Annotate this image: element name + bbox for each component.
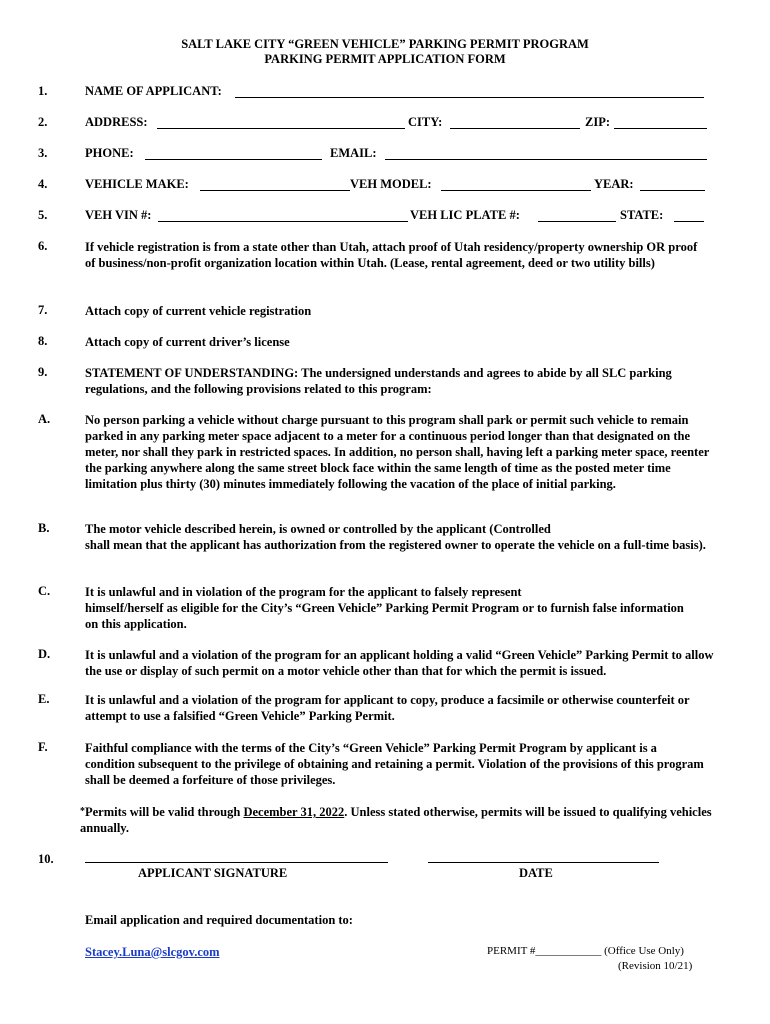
- provision-c-text: [85, 584, 685, 632]
- asterisk: *: [80, 806, 85, 817]
- item-number: 3.: [38, 146, 48, 160]
- make-label: VEHICLE MAKE:: [85, 177, 189, 191]
- date-label: DATE: [519, 866, 553, 880]
- email-instruction: Email application and required documentation to:: [85, 913, 353, 927]
- city-label: CITY:: [408, 115, 443, 129]
- provision-b-line1: The motor vehicle described herein, is owned or controlled by the applicant (Controlled: [85, 522, 551, 536]
- zip-field[interactable]: [614, 128, 707, 129]
- provision-letter: F.: [38, 740, 48, 754]
- provision-c-line2: himself/herself as eligible for the City’s “Green Vehicle” Parking Permit Program or to furnish false information on this application.: [85, 601, 684, 631]
- provision-f-text: Faithful compliance with the terms of the City’s “Green Vehicle” Parking Permit Program by applicant is a condition subsequent to the privilege of obtaining and retaining a permit. Violation of the provisions of this program shall be deemed a forfeiture of those privileges.: [85, 741, 704, 787]
- item-number: 5.: [38, 208, 48, 222]
- provision-letter: C.: [38, 584, 51, 598]
- validity-note: [80, 804, 720, 836]
- permit-office-use: PERMIT #____________ (Office Use Only): [487, 945, 684, 957]
- provision-c-line1: It is unlawful and in violation of the program for the applicant to falsely represent: [85, 585, 522, 599]
- model-field[interactable]: [441, 190, 591, 191]
- year-field[interactable]: [640, 190, 705, 191]
- provision-b-line2: shall mean that the applicant has authorization from the registered owner to operate the vehicle on a full-time basis).: [85, 538, 706, 552]
- revision-label: (Revision 10/21): [618, 960, 693, 972]
- provision-letter: B.: [38, 521, 50, 535]
- plate-label: VEH LIC PLATE #:: [410, 208, 520, 222]
- item-number: 1.: [38, 84, 48, 98]
- contact-email-text[interactable]: Stacey.Luna@slcgov.com: [85, 945, 220, 959]
- provision-letter: D.: [38, 647, 51, 661]
- vin-label: VEH VIN #:: [85, 208, 152, 222]
- date-field[interactable]: [428, 862, 659, 863]
- zip-label: ZIP:: [585, 115, 610, 129]
- name-field[interactable]: [235, 97, 704, 98]
- state-field[interactable]: [674, 221, 704, 222]
- provision-b-text: [85, 521, 717, 553]
- email-field[interactable]: [385, 159, 707, 160]
- signature-field[interactable]: [85, 862, 388, 863]
- validity-pre: Permits will be valid through: [85, 805, 244, 819]
- item-number: 9.: [38, 365, 48, 379]
- item-number: 8.: [38, 334, 48, 348]
- item-number: 7.: [38, 303, 48, 317]
- year-label: YEAR:: [594, 177, 634, 191]
- name-label: NAME OF APPLICANT:: [85, 84, 222, 98]
- item-number: 2.: [38, 115, 48, 129]
- provision-d-text: It is unlawful and a violation of the program for an applicant holding a valid “Green Vehicle” Parking Permit to allow the use or display of such permit on a motor vehicle other than that for which the permit is issued.: [85, 648, 714, 678]
- item-6-text: If vehicle registration is from a state other than Utah, attach proof of Utah residency/property ownership OR proof of business/non-profit organization location within Utah. (Lease, rental agreement, deed or two utility bills): [85, 240, 698, 270]
- form-title: SALT LAKE CITY “GREEN VEHICLE” PARKING PERMIT PROGRAM: [181, 37, 589, 51]
- provision-letter: A.: [38, 412, 51, 426]
- provision-e-text: It is unlawful and a violation of the program for applicant to copy, produce a facsimile or otherwise counterfeit or attempt to use a falsified “Green Vehicle” Parking Permit.: [85, 693, 690, 723]
- vin-field[interactable]: [158, 221, 408, 222]
- city-field[interactable]: [450, 128, 580, 129]
- item-number: 6.: [38, 239, 48, 253]
- statement-text: STATEMENT OF UNDERSTANDING: The undersigned understands and agrees to abide by all SLC parking regulations, and the following provisions related to this program:: [85, 366, 672, 396]
- item-8-text: Attach copy of current driver’s license: [85, 335, 290, 349]
- make-field[interactable]: [200, 190, 350, 191]
- item-7-text: Attach copy of current vehicle registration: [85, 304, 312, 318]
- email-label: EMAIL:: [330, 146, 377, 160]
- address-label: ADDRESS:: [85, 115, 148, 129]
- provision-letter: E.: [38, 692, 50, 706]
- phone-label: PHONE:: [85, 146, 134, 160]
- model-label: VEH MODEL:: [350, 177, 432, 191]
- validity-date: December 31, 2022: [243, 805, 345, 819]
- item-number: 4.: [38, 177, 48, 191]
- state-label: STATE:: [620, 208, 664, 222]
- item-number: 10.: [38, 852, 54, 866]
- signature-label: APPLICANT SIGNATURE: [138, 866, 288, 880]
- validity-post: . Unless stated otherwise, permits will be issued to qualifying vehicles annually.: [80, 805, 712, 835]
- form-subtitle: PARKING PERMIT APPLICATION FORM: [264, 52, 506, 66]
- contact-email-link[interactable]: [85, 943, 220, 961]
- provision-a-text: No person parking a vehicle without charge pursuant to this program shall park or permit such vehicle to remain parked in any parking meter space adjacent to a meter for a continuous period longer than that designated on the meter, nor shall they park in restricted spaces. In addition, no person shall, having left a parking meter space, reenter the parking anywhere along the same street block face within the same length of time as the posted meter time limitation plus thirty (30) minutes immediately following the vacation of the place of initial parking.: [85, 413, 710, 491]
- plate-field[interactable]: [538, 221, 616, 222]
- phone-field[interactable]: [145, 159, 322, 160]
- address-field[interactable]: [157, 128, 405, 129]
